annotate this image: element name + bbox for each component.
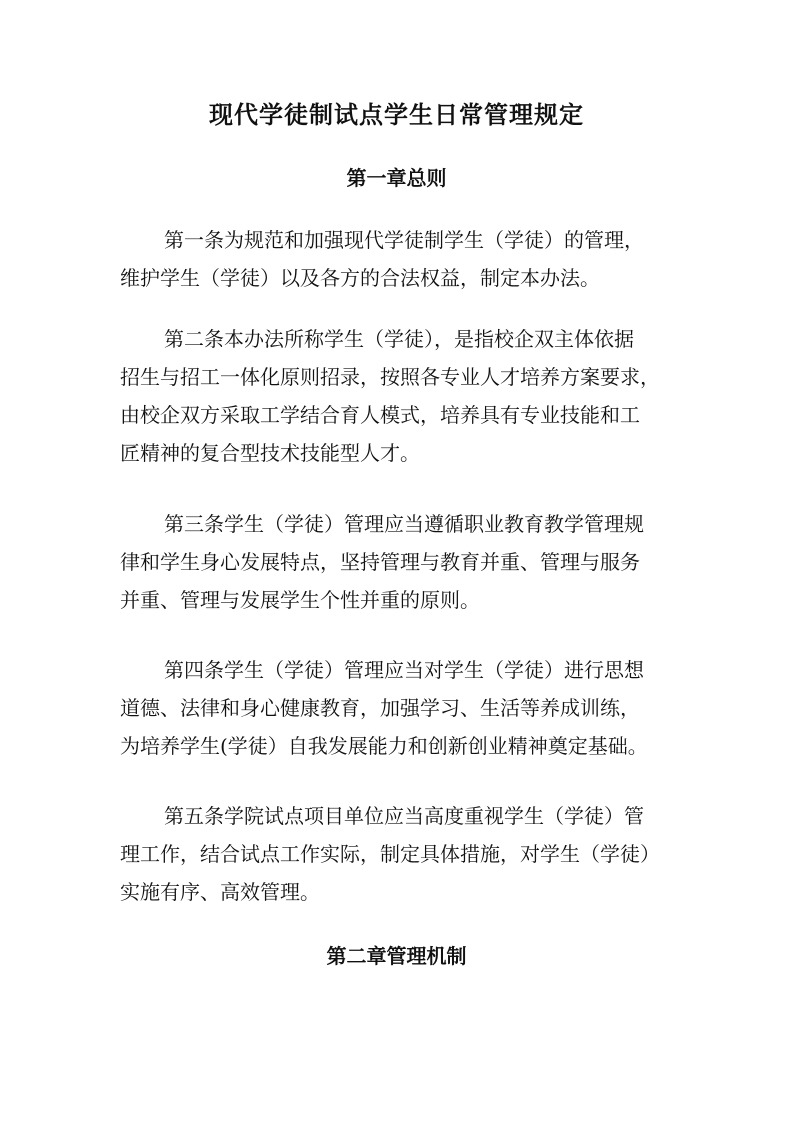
- article-1-paragraph: [120, 221, 690, 297]
- article-line: 第二条本办法所称学生（学徒），是指校企双主体依据: [164, 327, 634, 351]
- article-line: 第一条为规范和加强现代学徒制学生（学徒）的管理，: [164, 228, 644, 252]
- article-line: 律和学生身心发展特点，坚持管理与教育并重、管理与服务: [120, 550, 640, 574]
- article-4-paragraph: [120, 651, 690, 765]
- chapter-heading-management-mechanism: 第二章管理机制: [326, 944, 467, 968]
- chapter-heading-general-provisions: 第一章总则: [346, 166, 447, 190]
- article-line: 第四条学生（学徒）管理应当对学生（学徒）进行思想: [164, 658, 644, 682]
- article-3-paragraph: [120, 505, 690, 619]
- article-line: 维护学生（学徒）以及各方的合法权益，制定本办法。: [120, 266, 600, 290]
- article-line: 道德、法律和身心健康教育，加强学习、生活等养成训练，: [120, 696, 640, 720]
- article-line: 并重、管理与发展学生个性并重的原则。: [120, 588, 480, 612]
- document-title: 现代学徒制试点学生日常管理规定: [209, 101, 584, 129]
- article-line: 理工作，结合试点工作实际，制定具体措施，对学生（学徒）: [120, 842, 660, 866]
- article-line: 匠精神的复合型技术技能型人才。: [120, 441, 420, 465]
- article-line: 第三条学生（学徒）管理应当遵循职业教育教学管理规: [164, 512, 644, 536]
- article-line: 第五条学院试点项目单位应当高度重视学生（学徒）管: [164, 804, 644, 828]
- article-5-paragraph: [120, 797, 690, 911]
- article-2-paragraph: [120, 320, 690, 472]
- article-line: 为培养学生(学徒）自我发展能力和创新创业精神奠定基础。: [120, 734, 648, 758]
- article-line: 由校企双方采取工学结合育人模式，培养具有专业技能和工: [120, 403, 640, 427]
- article-line: 招生与招工一体化原则招录，按照各专业人才培养方案要求，: [120, 365, 660, 389]
- article-line: 实施有序、高效管理。: [120, 880, 320, 904]
